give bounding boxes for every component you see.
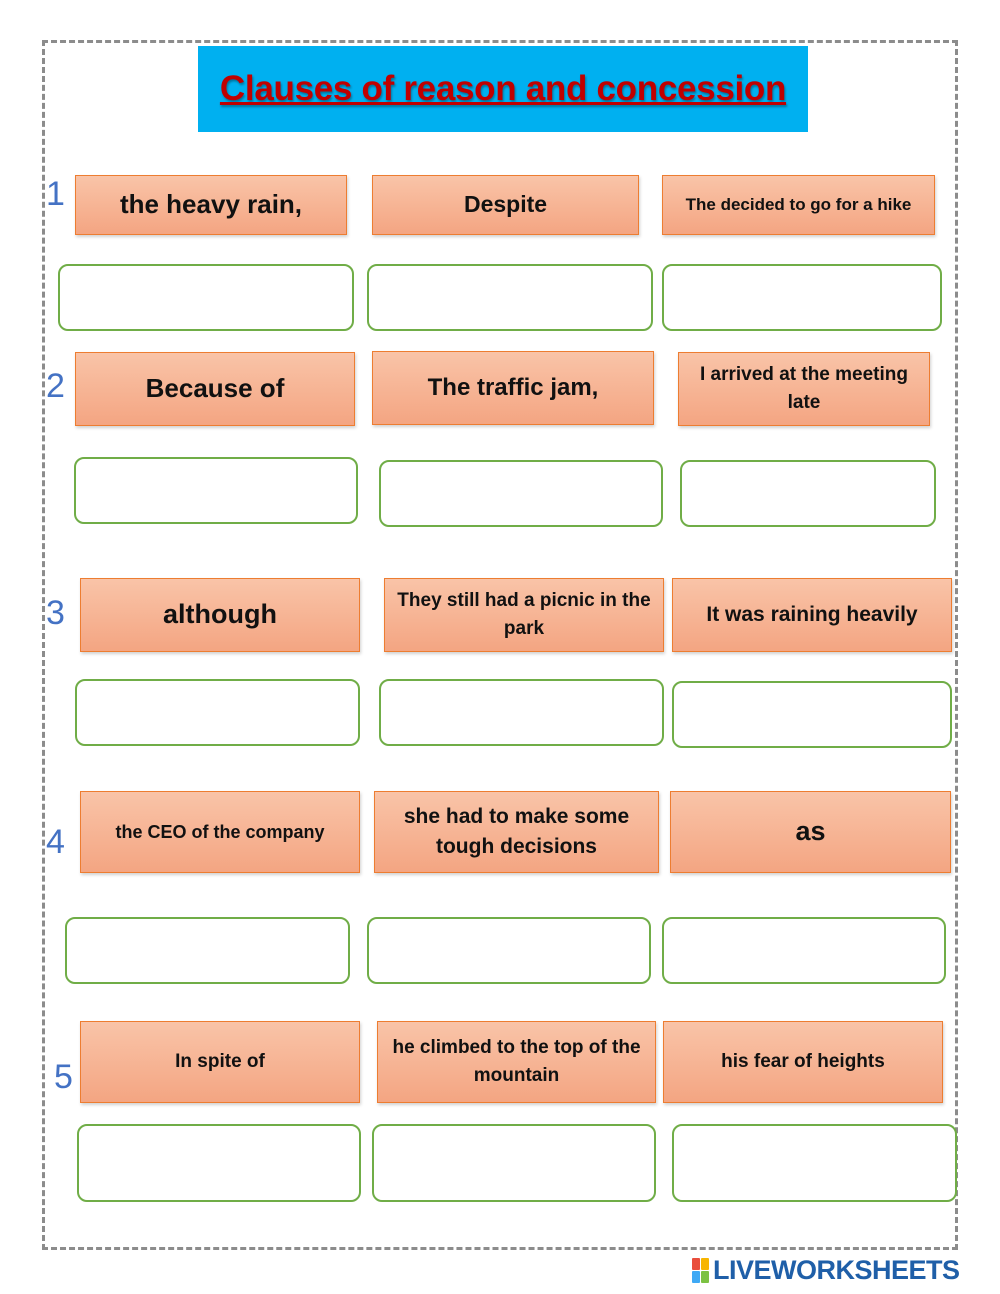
drag-card[interactable]: although — [80, 578, 360, 652]
drag-card[interactable]: The traffic jam, — [372, 351, 654, 425]
drag-card[interactable]: In spite of — [80, 1021, 360, 1103]
drop-zone[interactable] — [680, 460, 936, 527]
drop-zone[interactable] — [662, 264, 942, 331]
row-number-2: 2 — [46, 367, 65, 405]
drop-zone[interactable] — [379, 679, 664, 746]
brand-name: LIVEWORKSHEETS — [713, 1254, 960, 1285]
row-number-5: 5 — [54, 1058, 73, 1096]
worksheet-title: Clauses of reason and concession — [219, 69, 787, 108]
liveworksheets-logo-icon — [692, 1258, 709, 1283]
drag-card[interactable]: the CEO of the company — [80, 791, 360, 873]
drag-card[interactable]: his fear of heights — [663, 1021, 943, 1103]
drag-card[interactable]: she had to make some tough decisions — [374, 791, 659, 873]
row-number-4: 4 — [46, 823, 65, 861]
drag-card[interactable]: The decided to go for a hike — [662, 175, 935, 235]
drag-card[interactable]: he climbed to the top of the mountain — [377, 1021, 656, 1103]
drag-card[interactable]: the heavy rain, — [75, 175, 347, 235]
drop-zone[interactable] — [58, 264, 354, 331]
row-number-3: 3 — [46, 594, 65, 632]
title-banner — [198, 46, 808, 132]
drop-zone[interactable] — [74, 457, 358, 524]
drop-zone[interactable] — [367, 264, 653, 331]
drag-card[interactable]: as — [670, 791, 951, 873]
drop-zone[interactable] — [65, 917, 350, 984]
drag-card[interactable]: Because of — [75, 352, 355, 426]
drop-zone[interactable] — [672, 1124, 957, 1202]
drop-zone[interactable] — [367, 917, 651, 984]
drop-zone[interactable] — [672, 681, 952, 748]
drag-card[interactable]: It was raining heavily — [672, 578, 952, 652]
liveworksheets-brand — [692, 1256, 960, 1284]
drag-card[interactable]: They still had a picnic in the park — [384, 578, 664, 652]
drop-zone[interactable] — [77, 1124, 361, 1202]
drag-card[interactable]: Despite — [372, 175, 639, 235]
row-number-1: 1 — [46, 175, 65, 213]
drop-zone[interactable] — [379, 460, 663, 527]
drag-card[interactable]: I arrived at the meeting late — [678, 352, 930, 426]
drop-zone[interactable] — [662, 917, 946, 984]
drop-zone[interactable] — [75, 679, 360, 746]
drop-zone[interactable] — [372, 1124, 656, 1202]
